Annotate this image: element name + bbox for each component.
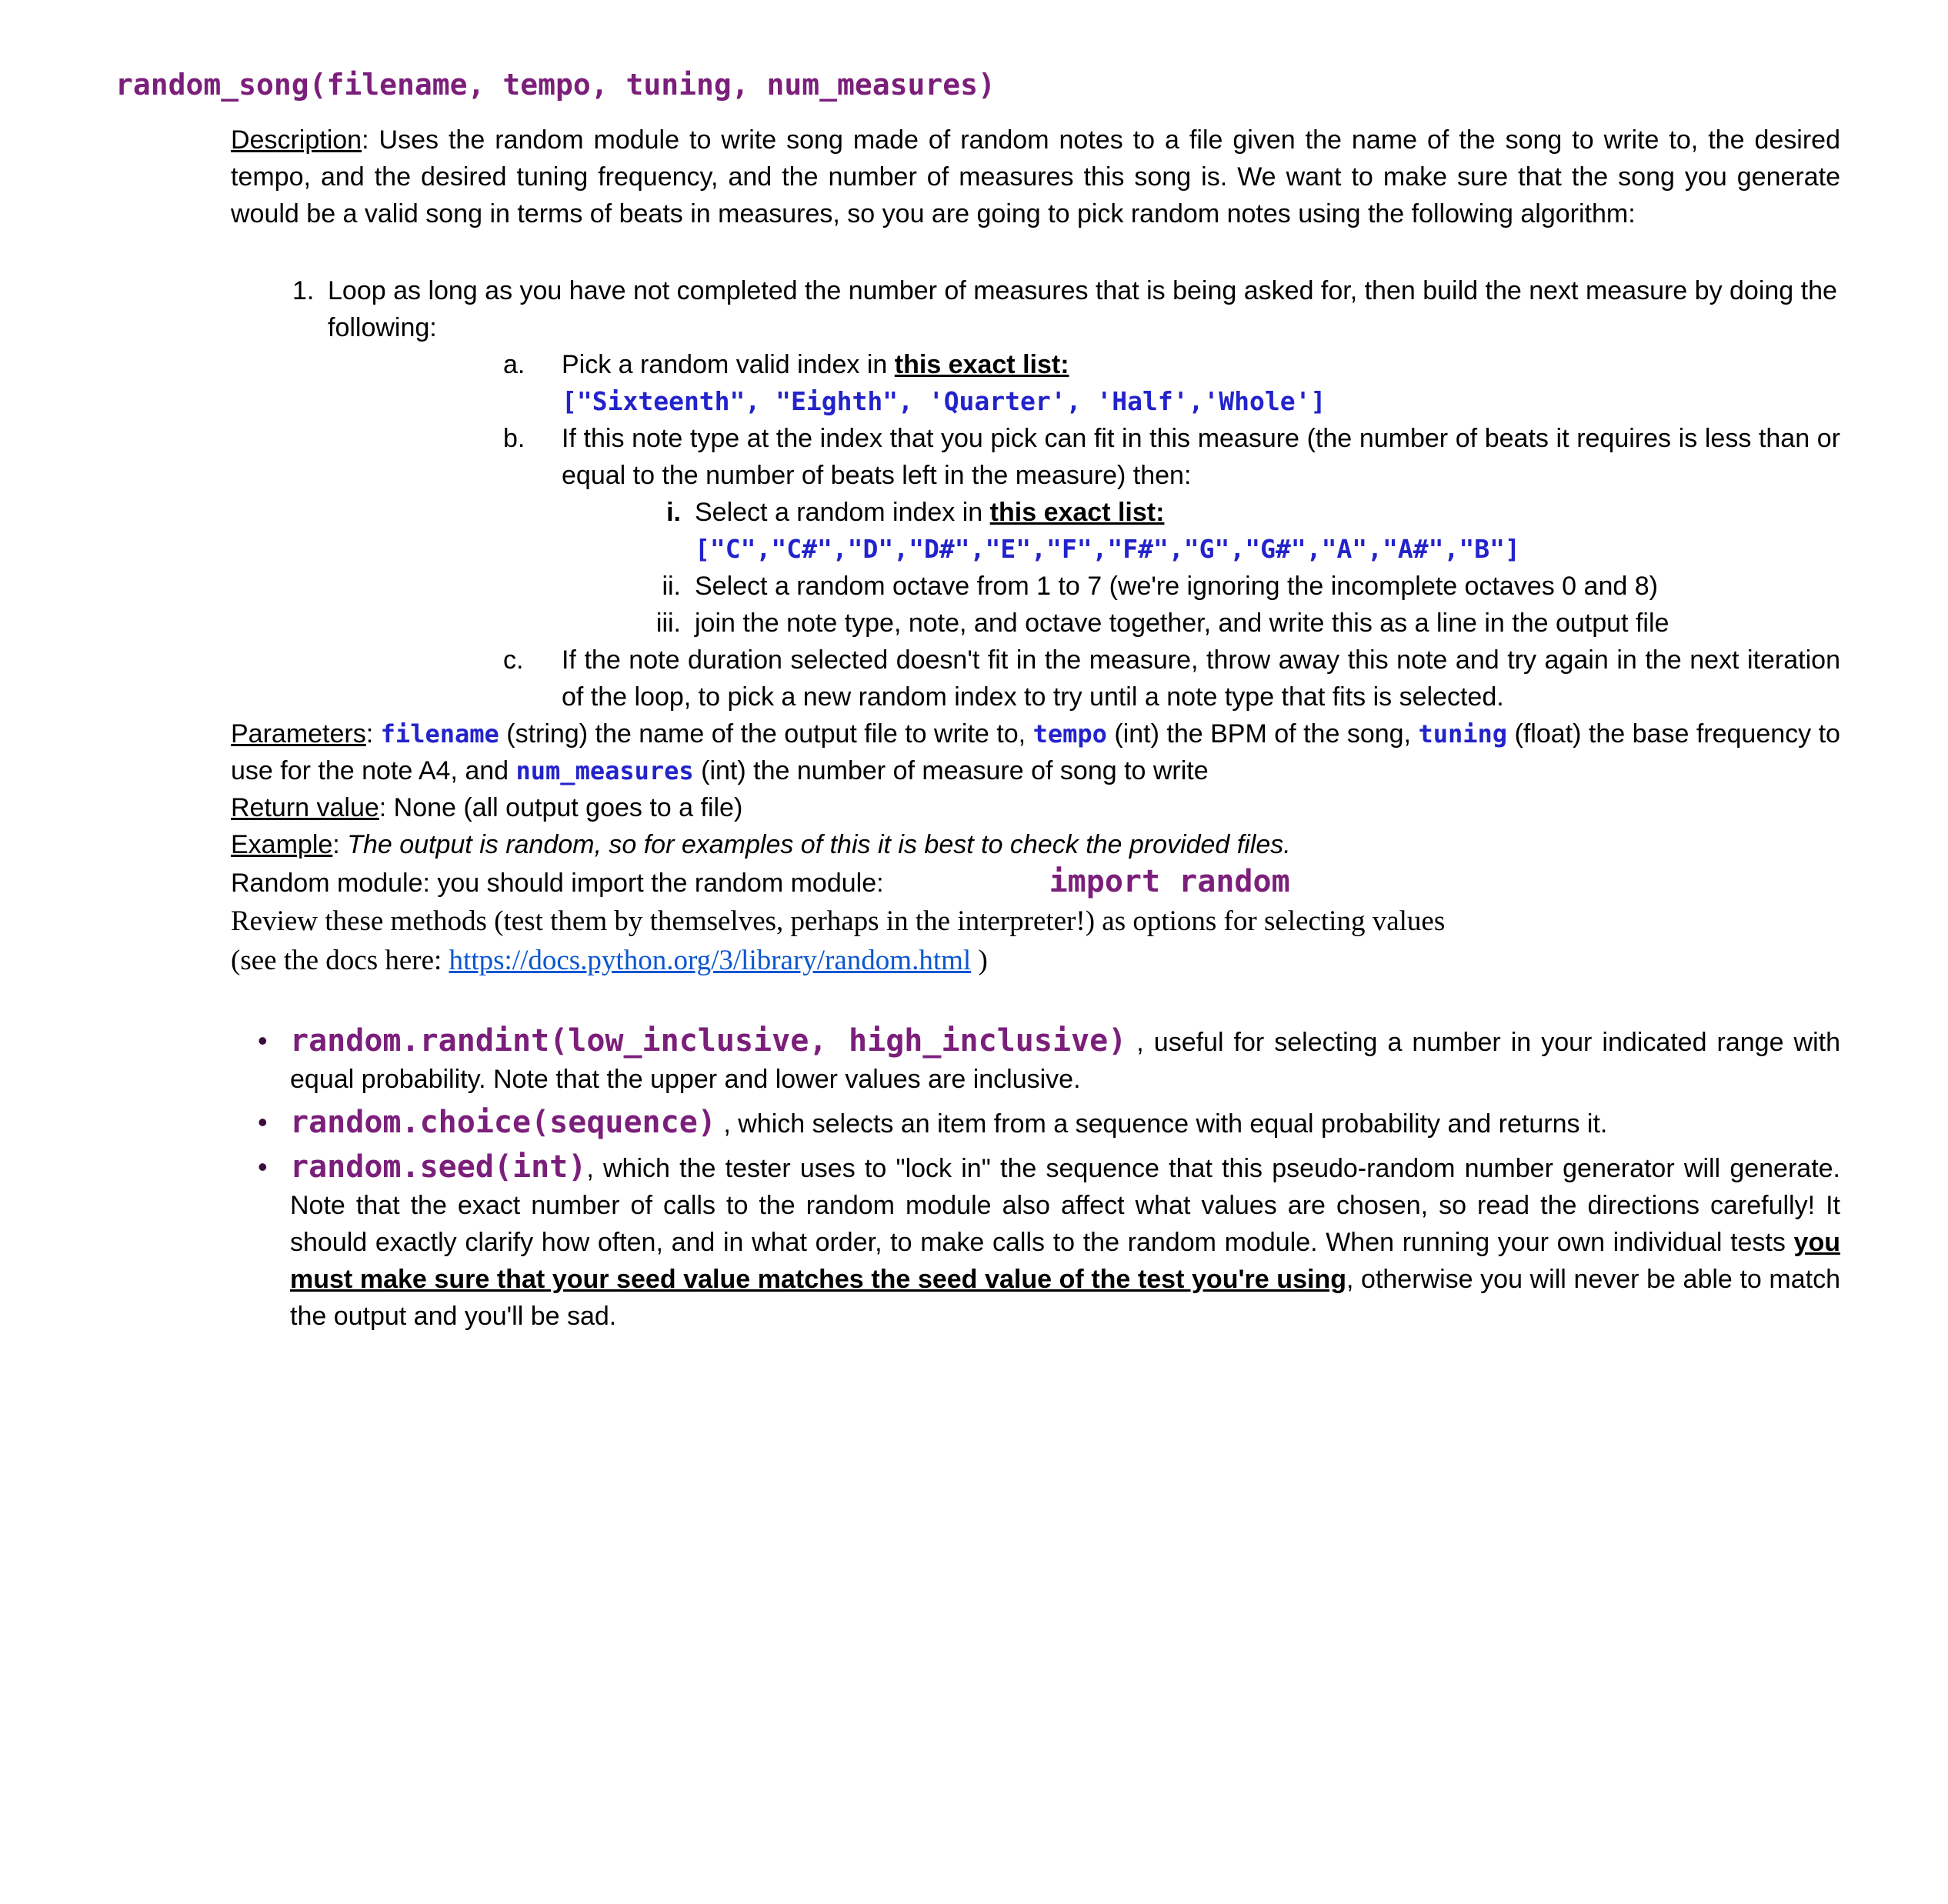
description-label: Description bbox=[231, 125, 362, 155]
bullet-seed bbox=[258, 1149, 1840, 1335]
note-type-list-code: ["Sixteenth", "Eighth", 'Quarter', 'Half','Whole'] bbox=[562, 386, 1326, 416]
random-module-paragraph bbox=[231, 863, 1840, 902]
page-title: random_song(filename, tempo, tuning, num_measures) bbox=[115, 68, 996, 102]
seed-bold-warning: you must make sure that your seed value matches the seed value of the test you're using bbox=[290, 1228, 1840, 1294]
item-iii bbox=[627, 605, 1840, 642]
item-b bbox=[503, 420, 1840, 642]
step-1 bbox=[292, 272, 1840, 715]
item-ii-text: Select a random octave from 1 to 7 (we're ignoring the incomplete octaves 0 and 8) bbox=[695, 572, 1658, 601]
step-1-text: Loop as long as you have not completed the number of measures that is being asked for, then build the next measure by doing the following: bbox=[328, 276, 1837, 342]
item-b-marker: b. bbox=[503, 424, 525, 453]
item-iii-text: join the note type, note, and octave together, and write this as a line in the output file bbox=[695, 609, 1669, 638]
item-c bbox=[503, 642, 1840, 715]
item-i-bold: this exact list: bbox=[989, 498, 1165, 527]
description-paragraph bbox=[231, 122, 1840, 232]
parameters-label: Parameters bbox=[231, 719, 366, 749]
item-iii-marker: iii. bbox=[655, 609, 681, 638]
review-line1: Review these methods (test them by themselves, perhaps in the interpreter!) as options for selecting values bbox=[231, 905, 1446, 937]
import-random-code: import random bbox=[1049, 864, 1290, 899]
tempo-param-code: tempo bbox=[1032, 719, 1107, 749]
seed-code: random.seed(int) bbox=[290, 1149, 587, 1185]
item-c-text: If the note duration selected doesn't fit in the measure, throw away this note and try again in the next iteration of the loop, to pick a new random index to try until a note type that fits is selected. bbox=[562, 645, 1840, 712]
item-ii-marker: ii. bbox=[662, 572, 681, 601]
step-1-marker: 1. bbox=[292, 276, 315, 305]
bullet-icon: • bbox=[258, 1025, 268, 1056]
randint-code: random.randint(low_inclusive, high_inclusive) bbox=[290, 1023, 1127, 1059]
choice-text: , which selects an item from a sequence with equal probability and returns it. bbox=[715, 1109, 1608, 1139]
random-module-text: Random module: you should import the random module: bbox=[231, 869, 884, 898]
seed-text-2: , otherwise you will never be able to match the output and you'll be sad. bbox=[290, 1265, 1840, 1331]
example-italic-text: The output is random, so for examples of this it is best to check the provided files. bbox=[347, 830, 1291, 859]
example-paragraph: Example: The output is random, so for examples of this it is best to check the provided files. bbox=[231, 830, 1291, 859]
bullet-choice bbox=[258, 1104, 1840, 1142]
item-b-text: If this note type at the index that you pick can fit in this measure (the number of beats it requires is less than or equal to the number of beats left in the measure) then: bbox=[562, 424, 1840, 490]
seed-text-1: , which the tester uses to "lock in" the sequence that this pseudo-random number generator will generate. Note that the exact number of calls to the random module also affect what values are chosen, so read the directions carefully! It should exactly clarify how often, and in what order, to make calls to the random module. When running your own individual tests bbox=[290, 1154, 1840, 1257]
review-paragraph: Review these methods (test them by themselves, perhaps in the interpreter!) as options for selecting values (see the docs here: https://docs.python.org/3/library/random.html ) bbox=[231, 905, 1446, 976]
item-i-marker: i. bbox=[666, 498, 681, 527]
num-measures-param-code: num_measures bbox=[515, 756, 694, 785]
document-content bbox=[231, 122, 1840, 1335]
note-name-list-code: ["C","C#","D","D#","E","F","F#","G","G#","A","A#","B"] bbox=[695, 534, 1520, 564]
item-i-text: Select a random index in bbox=[695, 498, 990, 527]
randint-text: , useful for selecting a number in your indicated range with equal probability. Note that the upper and lower values are inclusive. bbox=[290, 1028, 1840, 1094]
python-docs-link[interactable]: https://docs.python.org/3/library/random.html bbox=[449, 945, 972, 976]
item-c-marker: c. bbox=[503, 645, 524, 675]
item-a bbox=[503, 346, 1840, 420]
return-value-text: : None (all output goes to a file) bbox=[379, 793, 743, 822]
item-ii bbox=[627, 568, 1840, 605]
bullet-icon: • bbox=[258, 1151, 268, 1182]
random-methods-list bbox=[258, 1022, 1840, 1335]
description-text: : Uses the random module to write song made of random notes to a file given the name of the song to write to, the desired tempo, and the desired tuning frequency, and the number of measures this song is. We want to make sure that the song you generate would be a valid song in terms of beats in measures, so you are going to pick random notes using the following algorithm: bbox=[231, 125, 1840, 228]
tuning-param-code: tuning bbox=[1418, 719, 1508, 749]
return-value-paragraph bbox=[231, 789, 1840, 826]
return-value-label: Return value bbox=[231, 793, 379, 822]
item-a-text: Pick a random valid index in bbox=[562, 350, 895, 379]
item-a-bold: this exact list: bbox=[894, 350, 1069, 379]
choice-code: random.choice(sequence) bbox=[290, 1105, 716, 1140]
parameters-paragraph: Parameters: filename (string) the name of the output file to write to, tempo (int) the BPM of the song, tuning (float) the base frequency to use for the note A4, and num_measures (int) the number of measure of song to write bbox=[231, 719, 1840, 785]
bullet-icon: • bbox=[258, 1106, 268, 1138]
bullet-randint bbox=[258, 1022, 1840, 1098]
example-label: Example bbox=[231, 830, 333, 859]
item-i bbox=[627, 494, 1840, 568]
algorithm-list bbox=[231, 272, 1840, 715]
filename-param-code: filename bbox=[380, 719, 499, 749]
item-a-marker: a. bbox=[503, 350, 525, 379]
